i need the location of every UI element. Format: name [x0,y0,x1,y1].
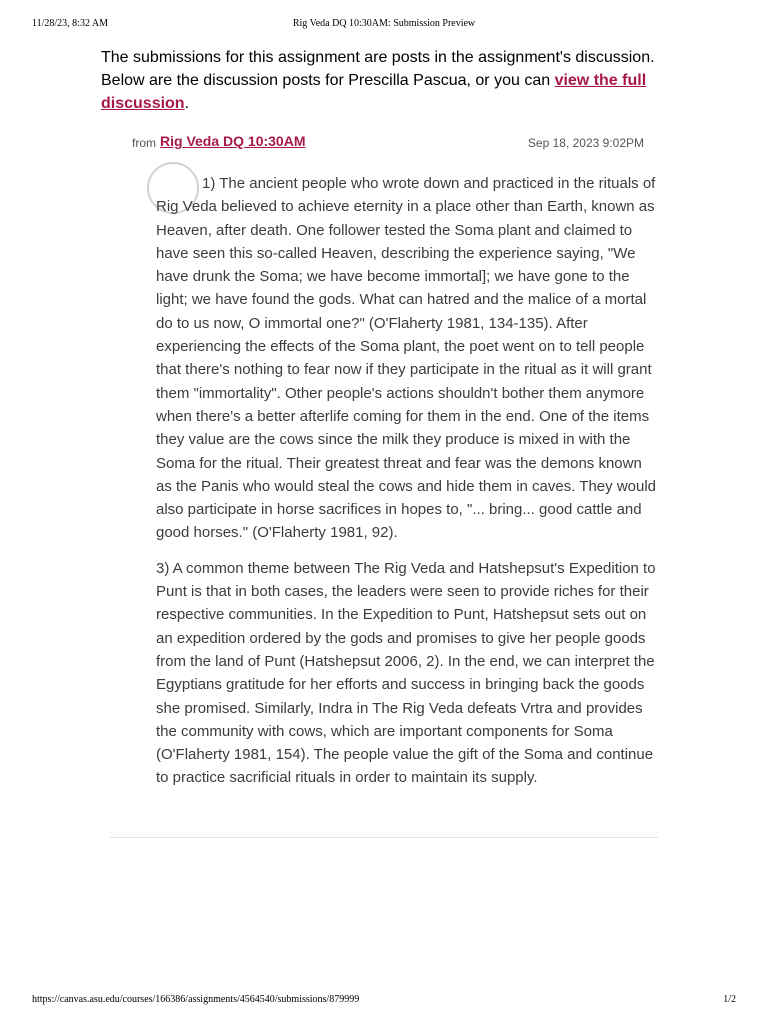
intro-text: The submissions for this assignment are posts in the assignment's discussion. Below are the discussion posts for Prescilla Pascua, or you can [101,49,655,89]
post-paragraph: 1) The ancient people who wrote down and practiced in the rituals of Rig Veda believed to achieve eternity in a place other than Earth, known as Heaven, after death. One follower tested the Soma plant and claimed to have seen this so-called Heaven, describing the experience saying, "We have drunk the Soma; we have become immortal]; we have gone to the light; we have found the gods. What can hatred and the malice of a mortal do to us now, O immortal one?" (O'Flaherty 1981, 134-135). After experiencing the effects of the Soma plant, the poet went on to tell people that there's nothing to fear now if they participate in the ritual as it will grant them "immortality". Other people's actions shouldn't bother them anymore when there's a better afterlife coming for them in the end. One of the items they value are the cows since the milk they produce is mixed in with the Soma for the ritual. Their greatest threat and fear was the demons known as the Panis who would steal the cows and hide them in caves. They would also participate in horse sacrifices in hopes to, "... bring... good cattle and good horses." (O'Flaherty 1981, 92). [156,175,657,542]
print-datetime: 11/28/23, 8:32 AM [32,18,109,29]
view-full-discussion-link[interactable]: view the full discussion [101,72,647,112]
discussion-topic-link[interactable]: Rig Veda DQ 10:30AM [160,133,306,149]
from-label: from [132,136,156,150]
submission-intro [101,46,661,115]
page-number: 1/2 [723,994,736,1005]
post-body [156,172,656,802]
print-page-title: Rig Veda DQ 10:30AM: Submission Preview [292,18,476,29]
post-header [132,133,644,153]
divider [110,837,658,838]
post-date: Sep 18, 2023 9:02PM [527,136,644,150]
post-paragraph: 3) A common theme between The Rig Veda and Hatshepsut's Expedition to Punt is that in both cases, the leaders were seen to provide riches for their respective communities. In the Expedition to Punt, Hatshepsut sets out on an expedition ordered by the gods and promises to give her people goods from the land of Punt (Hatshepsut 2006, 2). In the end, we can interpret the Egyptians gratitude for her efforts and success in bringing back the goods she promised. Similarly, Indra in The Rig Veda defeats Vrtra and provides the community with cows, which are important components for Soma (O'Flaherty 1981, 154). The people value the gift of the Soma and continue to practice sacrificial rituals in order to maintain its supply. [156,559,656,787]
intro-text-end: . [184,95,190,112]
print-footer [32,994,736,1008]
print-header [32,18,736,32]
print-url: https://canvas.asu.edu/courses/166386/assignments/4564540/submissions/879999 [32,994,360,1005]
